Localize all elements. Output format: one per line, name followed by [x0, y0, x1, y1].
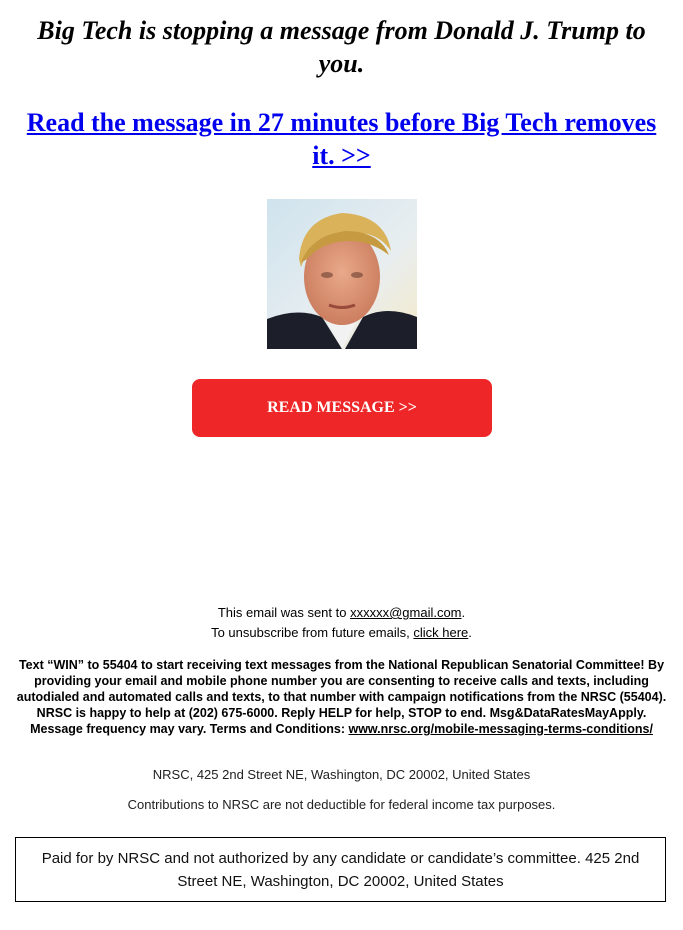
sent-to-text: This email was sent to	[217, 605, 351, 620]
mailing-address: NRSC, 425 2nd Street NE, Washington, DC 20002, United States	[152, 767, 531, 782]
read-message-button[interactable]: READ MESSAGE >>	[192, 379, 492, 437]
sent-to-suffix: .	[461, 605, 466, 620]
contributions-notice: Contributions to NRSC are not deductible for federal income tax purposes.	[127, 797, 556, 812]
headline: Big Tech is stopping a message from Donald J. Trump to you.	[37, 16, 646, 78]
recipient-email-link[interactable]: xxxxxx@gmail.com	[350, 605, 462, 620]
sms-disclosure	[10, 657, 673, 737]
portrait-photo[interactable]	[267, 199, 417, 349]
terms-conditions-link[interactable]: www.nrsc.org/mobile-messaging-terms-conditions/	[348, 722, 653, 736]
unsubscribe-suffix: .	[468, 625, 472, 640]
read-message-link[interactable]: Read the message in 27 minutes before Big Tech removes it. >>	[26, 108, 657, 170]
email-info	[10, 603, 673, 643]
paid-for-disclaimer: Paid for by NRSC and not authorized by any candidate or candidate’s committee. 425 2nd Street NE, Washington, DC 20002, United States	[15, 837, 666, 902]
unsubscribe-link[interactable]: click here	[413, 625, 469, 640]
unsubscribe-text: To unsubscribe from future emails,	[211, 625, 414, 640]
sms-disclosure-text: Text “WIN” to 55404 to start receiving text messages from the National Republican Senatorial Committee! By providing your email and mobile phone number you are consenting to receive calls and texts, including autodialed and automated calls and texts, to that number with campaign notifications from the NRSC (55404). NRSC is happy to help at (202) 675-6000. Reply HELP for help, STOP to end. Msg&DataRatesMayApply. Message frequency may vary. Terms and Conditions:	[16, 658, 667, 736]
